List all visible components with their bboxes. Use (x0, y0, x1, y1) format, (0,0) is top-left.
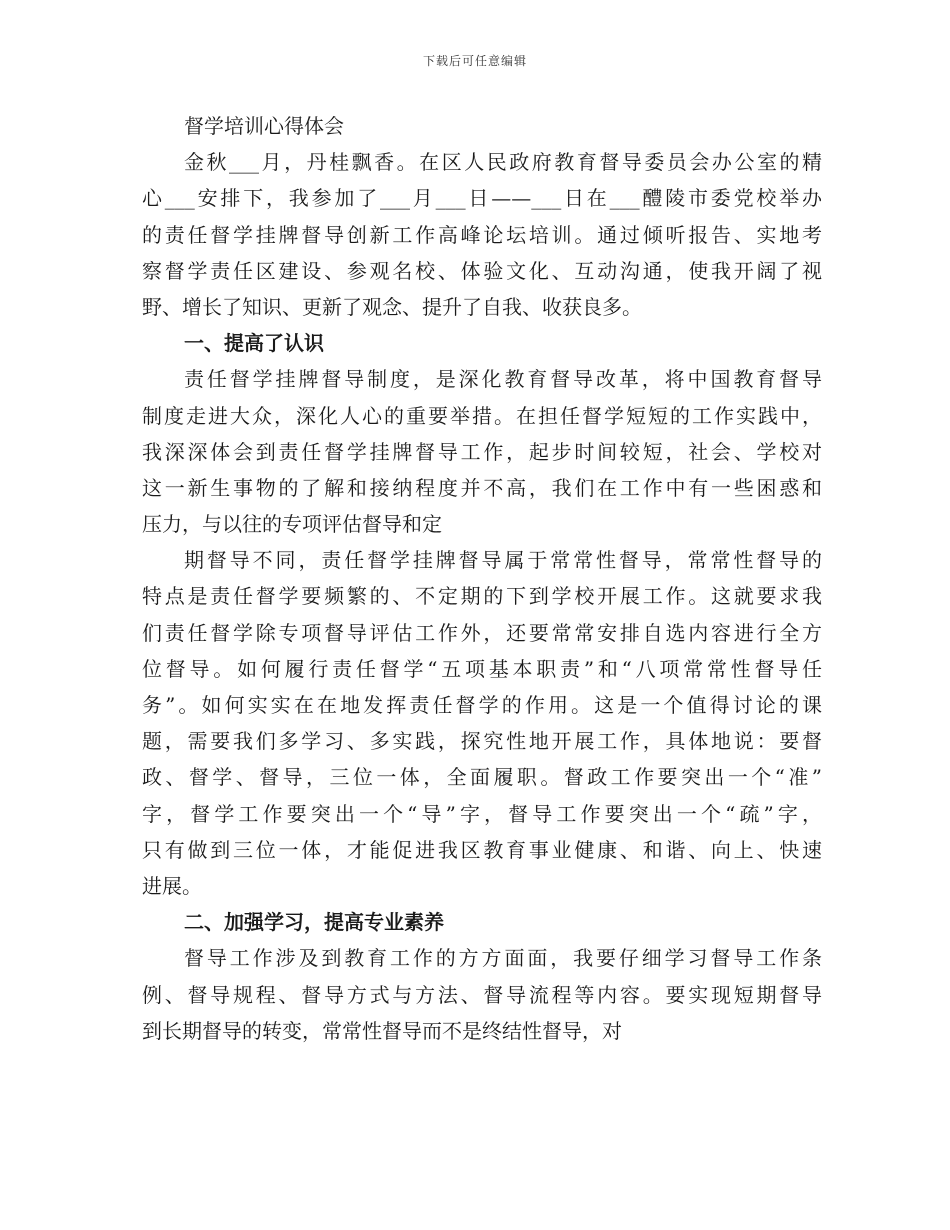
paragraph-line: 察督学责任区建设、参观名校、体验文化、互动沟通，使我开阔了视 (142, 258, 822, 283)
paragraph-line: 位督导。如何履行责任督学“五项基本职责”和“八项常常性督导任 (142, 656, 822, 681)
paragraph-line: 只有做到三位一体，才能促进我区教育事业健康、和谐、向上、快速 (142, 837, 822, 862)
paragraph-line: 字，督学工作要突出一个“导”字，督导工作要突出一个“疏”字， (142, 801, 822, 826)
paragraph-line: 的责任督学挂牌督导创新工作高峰论坛培训。通过倾听报告、实地考 (142, 222, 822, 247)
paragraph-line: 政、督学、督导，三位一体，全面履职。督政工作要突出一个“准” (142, 765, 822, 790)
paragraph-line: 压力，与以往的专项评估督导和定 (142, 512, 442, 537)
paragraph-line: 我深深体会到责任督学挂牌督导工作，起步时间较短，社会、学校对 (142, 439, 822, 464)
paragraph-line: 务”。如何实实在在地发挥责任督学的作用。这是一个值得讨论的课 (142, 693, 822, 717)
header-note: 下载后可任意编辑 (422, 54, 527, 68)
document-body (142, 108, 822, 1049)
paragraph-line: 进展。 (142, 873, 202, 898)
paragraph-line: 特点是责任督学要频繁的、不定期的下到学校开展工作。这就要求我 (142, 584, 822, 609)
paragraph-line: 到长期督导的转变，常常性督导而不是终结性督导，对 (142, 1018, 622, 1043)
paragraph-line: 野、增长了知识、更新了观念、提升了自我、收获良多。 (142, 294, 642, 319)
section-heading: 二、加强学习，提高专业素养 (184, 910, 444, 935)
document-title: 督学培训心得体会 (184, 114, 344, 138)
paragraph-line: 制度走进大众，深化人心的重要举措。在担任督学短短的工作实践中， (142, 403, 822, 428)
paragraph-line: 责任督学挂牌督导制度，是深化教育督导改革，将中国教育督导 (184, 367, 822, 392)
paragraph-line: 金秋___月，丹桂飘香。在区人民政府教育督导委员会办公室的精 (184, 150, 822, 175)
paragraph-line: 心___安排下，我参加了___月___日——___日在___醴陵市委党校举办 (142, 186, 822, 211)
section-heading: 一、提高了认识 (184, 331, 324, 356)
paragraph-line: 们责任督学除专项督导评估工作外，还要常常安排自选内容进行全方 (142, 620, 822, 645)
paragraph-line: 例、督导规程、督导方式与方法、督导流程等内容。要实现短期督导 (142, 982, 822, 1007)
paragraph-line: 督导工作涉及到教育工作的方方面面，我要仔细学习督导工作条 (184, 946, 822, 971)
paragraph-line: 期督导不同，责任督学挂牌督导属于常常性督导，常常性督导的 (184, 548, 822, 573)
paragraph-line: 这一新生事物的了解和接纳程度并不高，我们在工作中有一些困惑和 (142, 475, 822, 500)
paragraph-line: 题，需要我们多学习、多实践，探究性地开展工作，具体地说：要督 (142, 729, 822, 754)
